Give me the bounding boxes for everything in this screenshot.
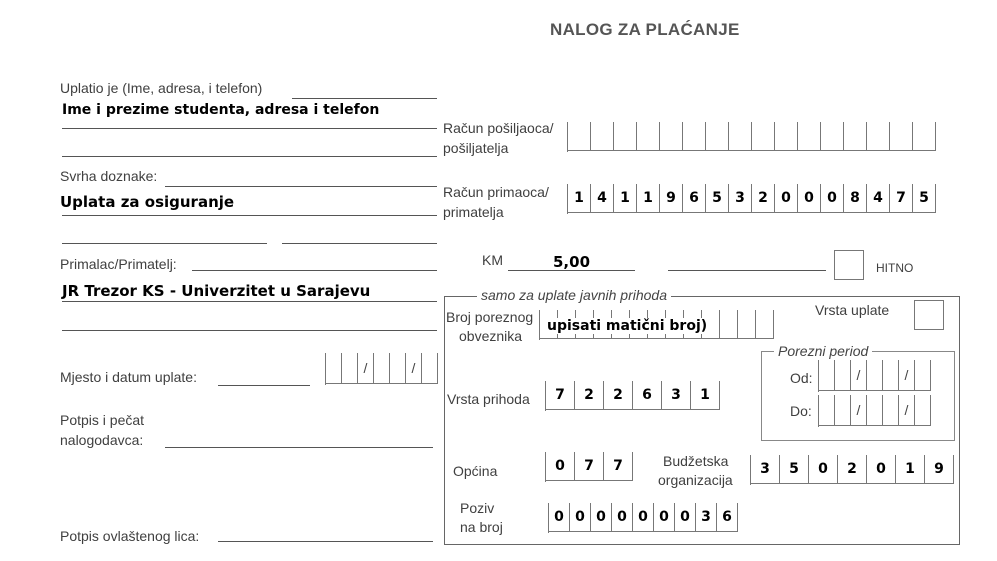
digit-box: 7	[575, 452, 604, 481]
digit-box: 4	[591, 184, 614, 213]
digit-box: 0	[867, 455, 896, 484]
racun-posiljaoca-boxes[interactable]	[567, 122, 936, 152]
digit-box: 0	[675, 503, 696, 532]
digit-box: 1	[637, 184, 660, 213]
digit-box: 0	[775, 184, 798, 213]
od-label: Od:	[790, 370, 813, 386]
broj-poreznog-label-2: obveznika	[459, 328, 523, 344]
primalac-line-2	[62, 301, 437, 302]
svrha-line-3a	[62, 243, 267, 244]
od-date-boxes[interactable]: / /	[818, 360, 931, 392]
broj-poreznog-value[interactable]: upisati matični broj)	[547, 318, 708, 334]
racun-primaoca-label-1: Račun primaoca/	[443, 184, 549, 200]
primalac-line-3	[62, 330, 437, 331]
km-line-2	[668, 270, 826, 271]
digit-box: 7	[546, 381, 575, 410]
digit-box: 1	[896, 455, 925, 484]
digit-box: 0	[549, 503, 570, 532]
mjesto-line[interactable]	[218, 385, 310, 386]
vrsta-prihoda-label: Vrsta prihoda	[447, 391, 530, 407]
poziv-boxes[interactable]	[548, 503, 738, 533]
digit-box: 3	[729, 184, 752, 213]
digit-box: 2	[752, 184, 775, 213]
digit-box: 5	[706, 184, 729, 213]
digit-box: 6	[633, 381, 662, 410]
digit-box: 1	[614, 184, 637, 213]
svrha-line-3b	[282, 243, 437, 244]
vrsta-prihoda-boxes[interactable]	[545, 381, 720, 411]
porezni-period-legend: Porezni period	[774, 343, 872, 359]
budzetska-label-1: Budžetska	[663, 453, 729, 469]
do-date-boxes[interactable]: / /	[818, 395, 931, 427]
poziv-label-2: na broj	[460, 519, 503, 535]
km-label: KM	[482, 252, 503, 268]
digit-box: 0	[809, 455, 838, 484]
digit-box: 0	[612, 503, 633, 532]
uplatio-line-2	[62, 128, 437, 129]
potpis-ovl-label: Potpis ovlaštenog lica:	[60, 528, 200, 544]
digit-box: 5	[913, 184, 936, 213]
digit-box: 7	[604, 452, 633, 481]
form-title: NALOG ZA PLAĆANJE	[550, 20, 740, 39]
racun-posiljaoca-label-2: pošiljatelja	[443, 140, 509, 156]
digit-box: 4	[867, 184, 890, 213]
km-line	[508, 270, 635, 271]
digit-box: 3	[751, 455, 780, 484]
poziv-label-1: Poziv	[460, 500, 495, 516]
km-value[interactable]: 5,00	[553, 253, 591, 271]
mjesto-label: Mjesto i datum uplate:	[60, 369, 197, 385]
digit-box: 5	[780, 455, 809, 484]
potpis-ovl-line[interactable]	[218, 541, 433, 542]
digit-box: 2	[838, 455, 867, 484]
primalac-value[interactable]: JR Trezor KS - Univerzitet u Sarajevu	[62, 282, 371, 300]
digit-box: 0	[591, 503, 612, 532]
racun-primaoca-label-2: primatelja	[443, 204, 504, 220]
digit-box: 0	[654, 503, 675, 532]
svrha-label: Svrha doznake:	[60, 168, 158, 184]
digit-box: 0	[633, 503, 654, 532]
digit-box: 2	[604, 381, 633, 410]
vrsta-uplate-box[interactable]	[914, 300, 944, 330]
svrha-line-2	[62, 215, 437, 216]
primalac-label: Primalac/Primatelj:	[60, 256, 177, 272]
opcina-label: Općina	[453, 463, 498, 479]
vrsta-uplate-label: Vrsta uplate	[815, 302, 890, 318]
racun-posiljaoca-label-1: Račun pošiljaoca/	[443, 120, 554, 136]
mjesto-date-boxes[interactable]: / /	[325, 353, 438, 385]
budzetska-label-2: organizacija	[658, 472, 733, 488]
svrha-line	[165, 186, 437, 187]
uplatio-line-3	[62, 156, 437, 157]
hitno-checkbox[interactable]	[834, 250, 864, 280]
digit-box: 3	[662, 381, 691, 410]
potpis-label-2: nalogodavca:	[60, 432, 144, 448]
digit-box: 8	[844, 184, 867, 213]
racun-primaoca-boxes[interactable]	[567, 184, 936, 214]
budzetska-boxes[interactable]	[750, 455, 954, 485]
uplatio-label: Uplatio je (Ime, adresa, i telefon)	[60, 80, 263, 96]
digit-box: 3	[696, 503, 717, 532]
digit-box: 6	[683, 184, 706, 213]
digit-box: 7	[890, 184, 913, 213]
digit-box: 0	[798, 184, 821, 213]
digit-box: 0	[546, 452, 575, 481]
digit-box: 1	[691, 381, 720, 410]
broj-poreznog-label-1: Broj poreznog	[446, 309, 534, 325]
potpis-line[interactable]	[165, 447, 433, 448]
primalac-line	[192, 270, 437, 271]
digit-box: 6	[717, 503, 738, 532]
digit-box: 0	[821, 184, 844, 213]
hitno-label: HITNO	[876, 261, 914, 275]
potpis-label-1: Potpis i pečat	[60, 412, 145, 428]
digit-box: 1	[568, 184, 591, 213]
do-label: Do:	[790, 403, 812, 419]
digit-box: 2	[575, 381, 604, 410]
svrha-value[interactable]: Uplata za osiguranje	[60, 193, 235, 211]
digit-box: 0	[570, 503, 591, 532]
uplatio-value[interactable]: Ime i prezime studenta, adresa i telefon	[62, 102, 380, 118]
opcina-boxes[interactable]	[545, 452, 633, 482]
digit-box: 9	[925, 455, 954, 484]
uplatio-line	[292, 98, 437, 99]
public-revenue-legend: samo za uplate javnih prihoda	[477, 287, 671, 303]
digit-box: 9	[660, 184, 683, 213]
